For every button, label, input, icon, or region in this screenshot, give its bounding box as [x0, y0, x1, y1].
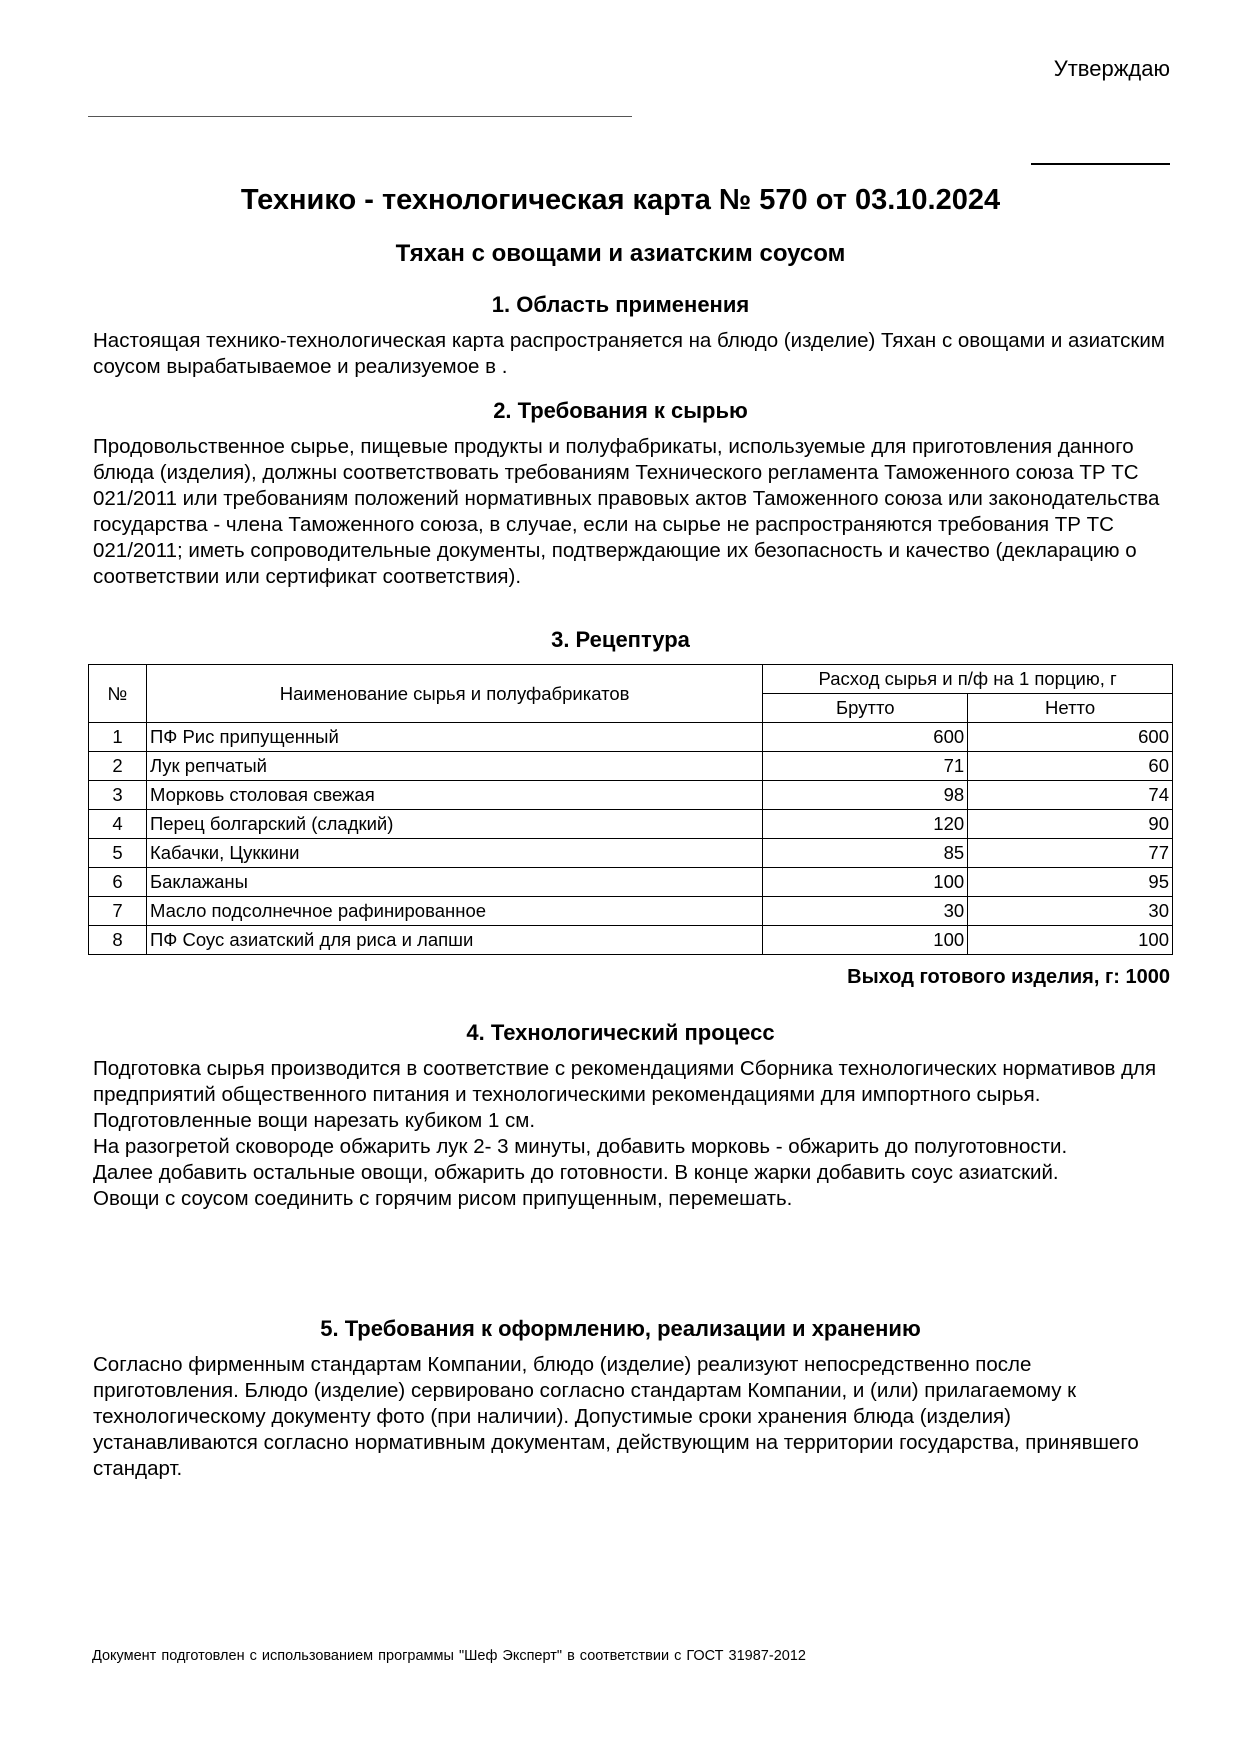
table-row	[89, 868, 1173, 897]
process-step: На разогретой сковороде обжарить лук 2- 3 минуты, добавить морковь - обжарить до полуготовности.	[93, 1135, 1068, 1158]
gross-weight: 100	[763, 868, 968, 897]
row-number: 6	[89, 868, 147, 897]
gross-weight: 100	[763, 926, 968, 955]
net-weight: 95	[968, 868, 1173, 897]
process-step: Подготовленные вощи нарезать кубиком 1 см.	[93, 1109, 536, 1132]
section-1-text	[93, 328, 1173, 380]
process-step: Далее добавить остальные овощи, обжарить до готовности. В конце жарки добавить соус азиатский.	[93, 1161, 1059, 1184]
row-number: 3	[89, 781, 147, 810]
table-row	[89, 897, 1173, 926]
net-weight: 100	[968, 926, 1173, 955]
gross-weight: 98	[763, 781, 968, 810]
document-title: Технико - технологическая карта № 570 от 03.10.2024	[240, 184, 1001, 216]
ingredient-name: Морковь столовая свежая	[146, 781, 762, 810]
col-header-net: Нетто	[968, 694, 1173, 723]
process-step: Подготовка сырья производится в соответствие с рекомендациями Сборника технологических нормативов для предприятий общественного питания и технологическими рекомендациями для импортного сырья.	[93, 1057, 1157, 1106]
recipe-table	[88, 664, 1173, 955]
signature-line-left	[88, 116, 632, 117]
ingredient-name: Перец болгарский (сладкий)	[146, 810, 762, 839]
section-1-paragraph: Настоящая технико-технологическая карта распространяется на блюдо (изделие) Тяхан с овощами и азиатским соусом вырабатываемое и реализуемое в .	[93, 329, 1165, 378]
yield-total: Выход готового изделия, г: 1000	[847, 966, 1170, 988]
row-number: 7	[89, 897, 147, 926]
process-step: Овощи с соусом соединить с горячим рисом припущенным, перемешать.	[93, 1187, 793, 1210]
table-row	[89, 752, 1173, 781]
gross-weight: 600	[763, 723, 968, 752]
section-5-paragraph: Согласно фирменным стандартам Компании, блюдо (изделие) реализуют непосредственно после приготовления. Блюдо (изделие) сервировано согласно стандартам Компании, и (или) прилагаемому к технологическому документу фото (при наличии). Допустимые сроки хранения блюда (изделия) устанавливаются согласно нормативным документам, действующим на территории государства, принявшего стандарт.	[93, 1353, 1139, 1480]
ingredient-name: Кабачки, Цуккини	[146, 839, 762, 868]
col-header-consumption: Расход сырья и п/ф на 1 порцию, г	[763, 665, 1173, 694]
gross-weight: 85	[763, 839, 968, 868]
section-1-heading: 1. Область применения	[491, 292, 750, 317]
section-5-text	[93, 1352, 1173, 1482]
section-2-paragraph: Продовольственное сырье, пищевые продукты и полуфабрикаты, используемые для приготовления данного блюда (изделия), должны соответствовать требованиям Технического регламента Таможенного союза ТР ТС 021/2011 или требованиям положений нормативных правовых актов Таможенного союза или законодательства государства - члена Таможенного союза, в случае, если на сырье не распространяются требования ТР ТС 021/2011; иметь сопроводительные документы, подтверждающие их безопасность и качество (декларацию о соответствии или сертификат соответствия).	[93, 435, 1160, 588]
section-3-heading: 3. Рецептура	[551, 627, 690, 652]
net-weight: 60	[968, 752, 1173, 781]
col-header-number: №	[89, 665, 147, 723]
section-4-text	[93, 1056, 1173, 1212]
table-row	[89, 810, 1173, 839]
section-4-heading: 4. Технологический процесс	[466, 1020, 775, 1045]
net-weight: 90	[968, 810, 1173, 839]
gross-weight: 71	[763, 752, 968, 781]
net-weight: 30	[968, 897, 1173, 926]
net-weight: 600	[968, 723, 1173, 752]
table-row	[89, 839, 1173, 868]
row-number: 4	[89, 810, 147, 839]
table-row	[89, 926, 1173, 955]
dish-name: Тяхан с овощами и азиатским соусом	[395, 240, 846, 267]
ingredient-name: Лук репчатый	[146, 752, 762, 781]
ingredient-name: Масло подсолнечное рафинированное	[146, 897, 762, 926]
net-weight: 77	[968, 839, 1173, 868]
section-2-heading: 2. Требования к сырью	[493, 398, 748, 423]
ingredient-name: Баклажаны	[146, 868, 762, 897]
gross-weight: 30	[763, 897, 968, 926]
col-header-name: Наименование сырья и полуфабрикатов	[146, 665, 762, 723]
section-5-heading: 5. Требования к оформлению, реализации и хранению	[320, 1316, 921, 1341]
row-number: 2	[89, 752, 147, 781]
signature-line-right	[1031, 163, 1170, 165]
row-number: 1	[89, 723, 147, 752]
ingredient-name: ПФ Рис припущенный	[146, 723, 762, 752]
footer-note: Документ подготовлен с использованием программы "Шеф Эксперт" в соответствии с ГОСТ 31987-2012	[92, 1648, 806, 1664]
row-number: 5	[89, 839, 147, 868]
section-2-text	[93, 434, 1173, 590]
col-header-gross: Брутто	[763, 694, 968, 723]
net-weight: 74	[968, 781, 1173, 810]
ingredient-name: ПФ Соус азиатский для риса и лапши	[146, 926, 762, 955]
table-row	[89, 781, 1173, 810]
table-row	[89, 723, 1173, 752]
approve-label: Утверждаю	[1053, 56, 1170, 81]
gross-weight: 120	[763, 810, 968, 839]
row-number: 8	[89, 926, 147, 955]
